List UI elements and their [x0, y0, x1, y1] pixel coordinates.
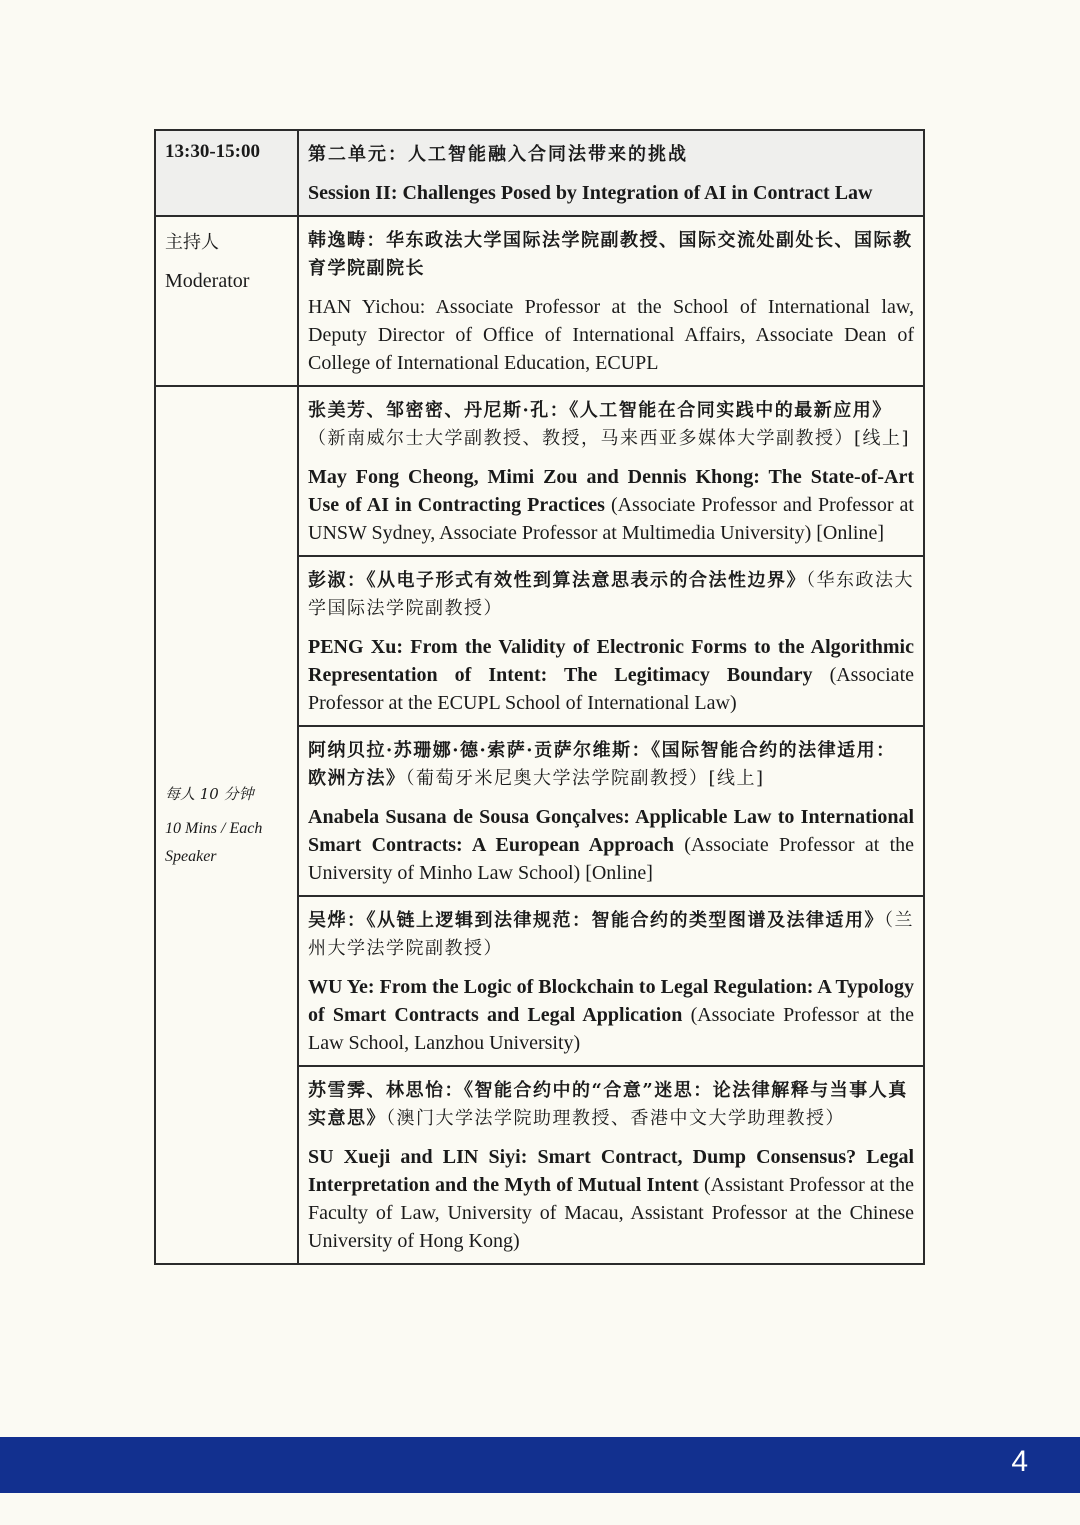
talk-cell	[298, 726, 924, 896]
talk-title-en: SU Xueji and LIN Siyi: Smart Contract, Dump Consensus? Legal Interpretation and the Myth of Mutual Intent	[308, 1146, 914, 1196]
talk-affil-zh: （华东政法大学国际法学院副教授）	[308, 570, 914, 619]
talk-cell	[298, 386, 924, 556]
schedule-table	[154, 129, 925, 1265]
talk-en	[308, 1143, 914, 1255]
session-header-row	[155, 130, 924, 216]
talk-title-zh: 吴烨：《从链上逻辑到法律规范：智能合约的类型图谱及法律适用》	[308, 910, 884, 931]
speaker-time-cell	[155, 386, 298, 1264]
moderator-zh: 韩逸畴：华东政法大学国际法学院副教授、国际交流处副处长、国际教育学院副院长	[308, 230, 913, 279]
talk-title-zh: 阿纳贝拉·苏珊娜·德·索萨·贡萨尔维斯：《国际智能合约的法律适用：欧洲方法》	[308, 740, 896, 789]
moderator-detail-cell	[298, 216, 924, 386]
session-title-en: Session II: Challenges Posed by Integration of AI in Contract Law	[308, 182, 873, 204]
talk-affil-zh: （葡萄牙米尼奥大学法学院副教授）[线上]	[405, 768, 765, 789]
talk-affil-en: (Assistant Professor at the Faculty of Law, University of Macau, Assistant Professor at the Chinese University of Hong Kong)	[308, 1174, 914, 1252]
talk-title-en: WU Ye: From the Logic of Blockchain to Legal Regulation: A Typology of Smart Contracts and Legal Application	[308, 976, 914, 1026]
moderator-row	[155, 216, 924, 386]
footer-bar	[0, 1437, 1080, 1493]
talk-zh	[308, 567, 914, 623]
talk-title-zh: 苏雪霁、林思怡：《智能合约中的“合意”迷思：论法律解释与当事人真实意思》	[308, 1080, 908, 1129]
talk-en	[308, 463, 914, 547]
moderator-en: HAN Yichou: Associate Professor at the School of International law, Deputy Director of Office of International Affairs, Associate Dean of College of International Education, ECUPL	[308, 296, 914, 374]
talk-title-zh: 张美芳、邹密密、丹尼斯·孔：《人工智能在合同实践中的最新应用》	[308, 400, 892, 421]
talk-zh	[308, 397, 914, 453]
talk-cell	[298, 896, 924, 1066]
talk-affil-en: (Associate Professor at the ECUPL School of International Law)	[308, 664, 914, 714]
session-title-cell	[298, 130, 924, 216]
talk-affil-zh: （兰州大学法学院副教授）	[308, 910, 914, 959]
talk-cell	[298, 556, 924, 726]
talk-title-en: May Fong Cheong, Mimi Zou and Dennis Khong: The State-of-Art Use of AI in Contracting Practices	[308, 466, 914, 516]
page-number: 4	[1011, 1445, 1028, 1478]
moderator-label-cell	[155, 216, 298, 386]
talk-zh	[308, 737, 914, 793]
talk-zh	[308, 1077, 914, 1133]
moderator-label-zh: 主持人	[165, 232, 219, 253]
talk-row	[155, 386, 924, 556]
talk-affil-en: (Associate Professor and Professor at UNSW Sydney, Associate Professor at Multimedia University) [Online]	[308, 494, 914, 544]
talk-affil-en: (Associate Professor at the University of Minho Law School) [Online]	[308, 834, 915, 884]
talk-title-zh: 彭淑：《从电子形式有效性到算法意思表示的合法性边界》	[308, 570, 806, 591]
speaker-time-en: 10 Mins / Each Speaker	[165, 820, 263, 865]
talk-affil-zh: （新南威尔士大学副教授、教授，马来西亚多媒体大学副教授）[线上]	[308, 428, 911, 449]
talk-affil-en: (Associate Professor at the Law School, Lanzhou University)	[308, 1004, 914, 1054]
talk-en	[308, 973, 914, 1057]
session-time: 13:30-15:00	[155, 130, 298, 216]
talk-cell	[298, 1066, 924, 1264]
moderator-label-en: Moderator	[165, 270, 250, 292]
talk-zh	[308, 907, 914, 963]
session-title-zh: 第二单元：人工智能融入合同法带来的挑战	[308, 144, 688, 165]
talk-title-en: Anabela Susana de Sousa Gonçalves: Applicable Law to International Smart Contracts: A European Approach	[308, 806, 914, 856]
talk-title-en: PENG Xu: From the Validity of Electronic Forms to the Algorithmic Representation of Intent: The Legitimacy Boundary	[308, 636, 914, 686]
talk-en	[308, 633, 914, 717]
speaker-time-zh: 每人 10 分钟	[165, 785, 254, 803]
talk-en	[308, 803, 914, 887]
talk-affil-zh: （澳门大学法学院助理教授、香港中文大学助理教授）	[386, 1108, 845, 1129]
